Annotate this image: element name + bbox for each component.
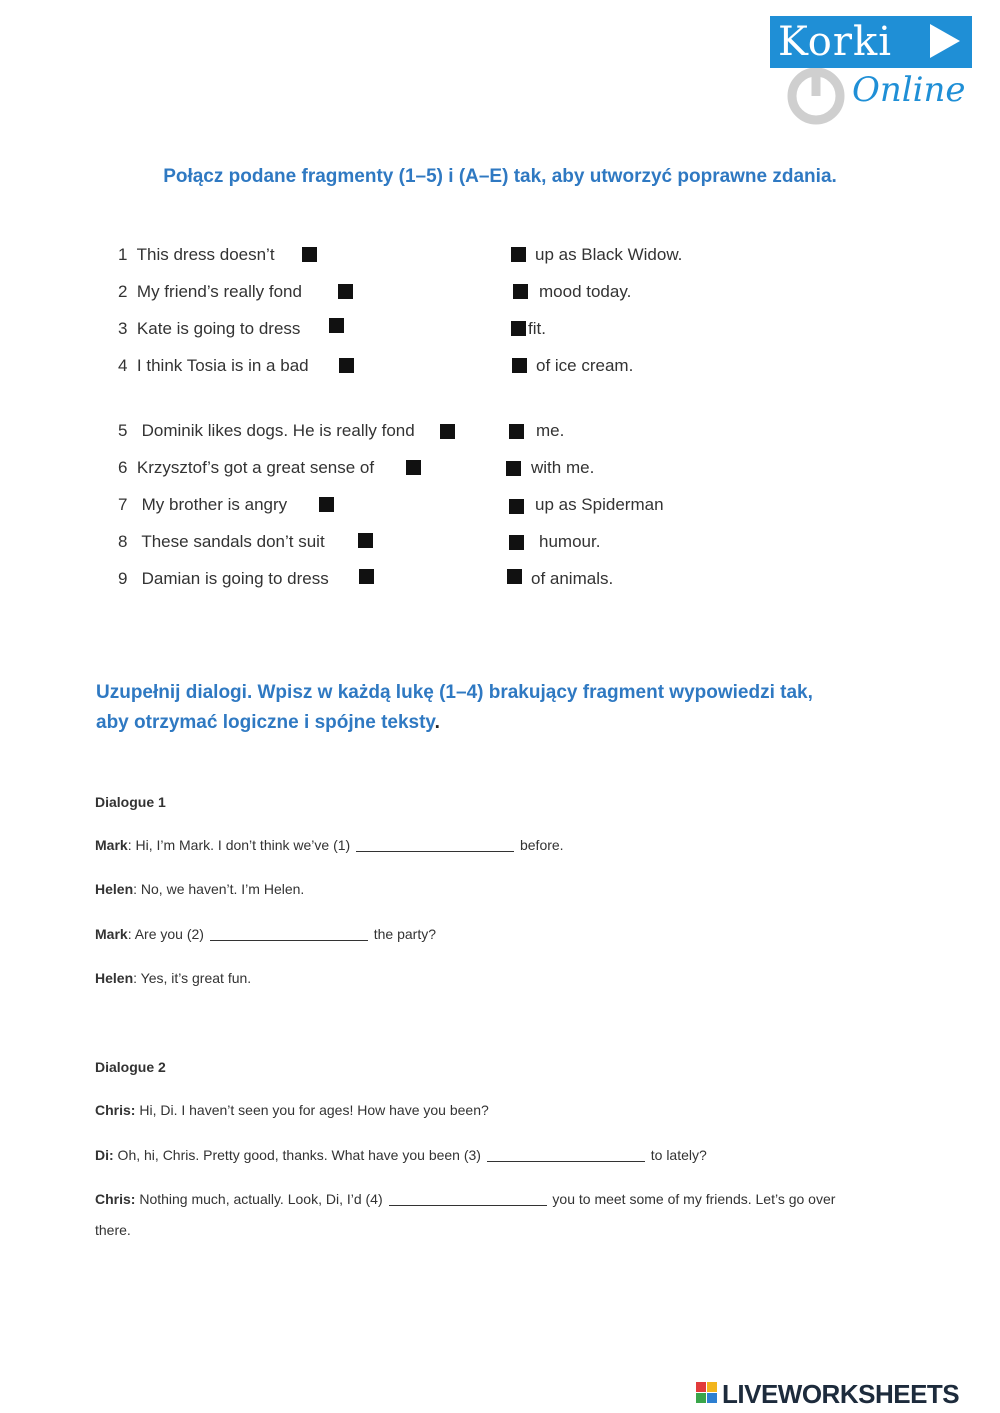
match-row-3: [118, 317, 718, 341]
drop-box-right[interactable]: [512, 358, 527, 373]
row-right-text: fit.: [528, 319, 546, 338]
exercise2-heading-line1: Uzupełnij dialogi. Wpisz w każdą lukę (1–4) brakujący fragment wypowiedzi tak,: [96, 682, 813, 703]
row-number: 2: [118, 282, 128, 301]
line-text: Nothing much, actually. Look, Di, I’d (4): [135, 1191, 383, 1207]
line-text: : No, we haven’t. I’m Helen.: [133, 881, 305, 897]
row-number: 1: [118, 245, 128, 264]
drop-box-left[interactable]: [339, 358, 354, 373]
speaker-name: Helen: [95, 970, 134, 986]
drop-box-right[interactable]: [509, 424, 524, 439]
drop-box-left[interactable]: [302, 247, 317, 262]
match-row-8: [118, 530, 718, 554]
line-text: : Hi, I’m Mark. I don’t think we’ve (1): [127, 837, 351, 853]
drop-box-left[interactable]: [319, 497, 334, 512]
match-row-1: [118, 243, 718, 267]
row-number: 4: [118, 356, 128, 375]
row-right-text: with me.: [531, 458, 595, 477]
liveworksheets-icon: [696, 1382, 718, 1404]
drop-box-right[interactable]: [507, 569, 522, 584]
speaker-name: Di:: [95, 1147, 114, 1163]
exercise1-heading: Połącz podane fragmenty (1–5) i (A–E) tak, aby utworzyć poprawne zdania.: [163, 166, 837, 187]
match-row-7: [118, 493, 718, 517]
line-text-end: you to meet some of my friends. Let’s go over: [552, 1191, 836, 1207]
row-left-text: Dominik likes dogs. He is really fond: [141, 421, 415, 440]
drop-box-left[interactable]: [440, 424, 455, 439]
liveworksheets-brand: LIVEWORKSHEETS: [722, 1379, 960, 1409]
dialogue2-line3: [95, 1191, 835, 1207]
row-left: [118, 493, 287, 517]
row-right-text: me.: [536, 421, 565, 440]
row-number: 9: [118, 569, 128, 588]
speaker-name: Chris:: [95, 1191, 136, 1207]
line-text-end: the party?: [373, 926, 436, 942]
row-left-text: Damian is going to dress: [141, 569, 329, 588]
heading-line2-text: aby otrzymać logiczne i spójne teksty: [96, 712, 435, 733]
speaker-name: Mark: [95, 837, 128, 853]
row-right-text: mood today.: [539, 282, 632, 301]
speaker-name: Chris:: [95, 1102, 136, 1118]
drop-box-left[interactable]: [359, 569, 374, 584]
match-row-5: [118, 419, 718, 443]
row-number: 5: [118, 421, 128, 440]
dialogue1-line4: [95, 970, 251, 986]
match-row-9: [118, 567, 718, 591]
gap-input-2[interactable]: [210, 927, 368, 941]
drop-box-right[interactable]: [511, 321, 526, 336]
exercise2-heading: [96, 678, 906, 738]
dialogue2-line2: [95, 1147, 707, 1163]
line-text: Oh, hi, Chris. Pretty good, thanks. What have you been (3): [113, 1147, 481, 1163]
gap-input-3[interactable]: [487, 1148, 645, 1162]
drop-box-left[interactable]: [358, 533, 373, 548]
dialogue1-line3: [95, 926, 436, 942]
row-right-text: of ice cream.: [536, 356, 634, 375]
row-number: 3: [118, 319, 128, 338]
drop-box-right[interactable]: [506, 461, 521, 476]
row-left-text: Krzysztof’s got a great sense of: [136, 458, 375, 477]
match-row-6: [118, 456, 718, 480]
drop-box-right[interactable]: [509, 535, 524, 550]
row-left: [118, 354, 309, 378]
row-number: 6: [118, 458, 128, 477]
row-left-text: I think Tosia is in a bad: [136, 356, 309, 375]
dialogue1-line1: [95, 837, 564, 853]
logo-korki-text: Korki: [778, 19, 893, 65]
row-right-text: humour.: [539, 532, 601, 551]
row-left: [118, 280, 302, 304]
row-left-text: My friend’s really fond: [136, 282, 302, 301]
drop-box-left[interactable]: [338, 284, 353, 299]
speaker-name: Mark: [95, 926, 128, 942]
row-left-text: This dress doesn’t: [136, 245, 275, 264]
match-row-4: [118, 354, 718, 378]
heading-period: .: [434, 712, 440, 733]
exercise2-heading-line2: [96, 708, 906, 738]
row-right-text: up as Spiderman: [535, 495, 664, 514]
row-left: [118, 456, 374, 480]
gap-input-1[interactable]: [356, 838, 514, 852]
dialogue2-line3-cont: there.: [95, 1222, 131, 1238]
dialogue2-line1: [95, 1102, 489, 1118]
row-left-text: My brother is angry: [141, 495, 288, 514]
drop-box-right[interactable]: [511, 247, 526, 262]
speaker-name: Helen: [95, 881, 134, 897]
drop-box-left[interactable]: [329, 318, 344, 333]
line-text: : Are you (2): [127, 926, 204, 942]
drop-box-right[interactable]: [509, 499, 524, 514]
play-icon: [930, 24, 960, 58]
row-number: 7: [118, 495, 128, 514]
korki-online-logo: [770, 16, 975, 126]
row-right-text: of animals.: [531, 569, 614, 588]
dialogue1-title: Dialogue 1: [95, 794, 166, 810]
row-left: [118, 317, 300, 341]
row-left-text: Kate is going to dress: [136, 319, 301, 338]
line-text: Hi, Di. I haven’t seen you for ages! How have you been?: [135, 1102, 489, 1118]
match-row-2: [118, 280, 718, 304]
row-left: [118, 567, 329, 591]
dialogue2-title: Dialogue 2: [95, 1059, 166, 1075]
line-text-end: to lately?: [650, 1147, 707, 1163]
gap-input-4[interactable]: [389, 1192, 547, 1206]
drop-box-left[interactable]: [406, 460, 421, 475]
line-text: : Yes, it’s great fun.: [133, 970, 252, 986]
power-icon: [784, 62, 848, 126]
row-left: [118, 419, 415, 443]
line-text-end: before.: [519, 837, 564, 853]
dialogue1-line2: [95, 881, 304, 897]
row-number: 8: [118, 532, 128, 551]
row-left: [118, 243, 275, 267]
row-left-text: These sandals don’t suit: [141, 532, 325, 551]
row-left: [118, 530, 325, 554]
row-right-text: up as Black Widow.: [535, 245, 683, 264]
logo-online-text: Online: [852, 70, 966, 110]
drop-box-right[interactable]: [513, 284, 528, 299]
